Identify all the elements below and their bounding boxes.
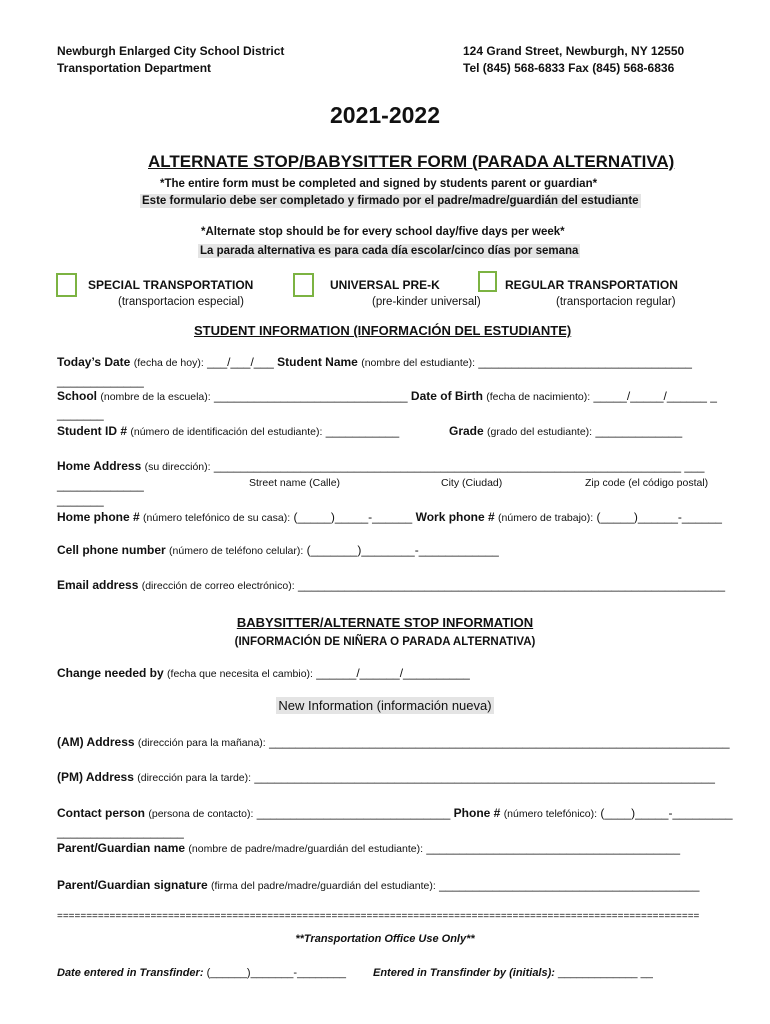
change-needed-sub: (fecha que necesita el cambio): bbox=[167, 668, 313, 680]
note-everyday-en: *Alternate stop should be for every school day/five days per week* bbox=[201, 226, 565, 238]
pm-address-sub: (dirección para la tarde): bbox=[137, 772, 252, 784]
am-address-field[interactable]: _____________________________________________________________________ bbox=[269, 735, 730, 749]
dob-label: Date of Birth bbox=[410, 389, 483, 403]
contact-sub: (persona de contacto): bbox=[148, 808, 254, 820]
contact-phone-sub: (número telefónico): bbox=[503, 808, 598, 820]
cell-label: Cell phone number bbox=[57, 543, 166, 557]
signature-field[interactable]: _______________________________________ bbox=[439, 878, 700, 892]
grade-sub: (grado del estudiante): bbox=[487, 426, 593, 438]
email-sub: (dirección de correo electrónico): bbox=[141, 580, 295, 592]
entered-by-field[interactable]: _____________ __ bbox=[558, 967, 653, 979]
regular-transportation-sub: (transportacion regular) bbox=[556, 296, 676, 308]
school-sub: (nombre de la escuela): bbox=[100, 391, 211, 403]
note-complete-en: *The entire form must be completed and signed by students parent or guardian* bbox=[160, 178, 598, 190]
grade-field[interactable]: _____________ bbox=[595, 424, 683, 438]
student-name-label: Student Name bbox=[277, 355, 358, 369]
babysitter-subheading: (INFORMACIÓN DE NIÑERA O PARADA ALTERNATIVA) bbox=[234, 636, 536, 648]
district-phone-fax: Tel (845) 568-6833 Fax (845) 568-6836 bbox=[463, 61, 675, 75]
district-name: Newburgh Enlarged City School District bbox=[57, 44, 285, 58]
am-address-sub: (dirección para la mañana): bbox=[137, 737, 266, 749]
guardian-name-row bbox=[57, 841, 680, 855]
new-info-heading: New Information (información nueva) bbox=[278, 698, 492, 713]
regular-transportation-checkbox[interactable] bbox=[478, 271, 497, 292]
home-address-label: Home Address bbox=[57, 459, 142, 473]
work-phone-label: Work phone # bbox=[415, 510, 495, 524]
dob-field[interactable]: _____/_____/______ _ bbox=[593, 389, 717, 403]
change-needed-field[interactable]: ______/______/__________ bbox=[316, 666, 470, 680]
note-everyday-es: La parada alternativa es para cada día escolar/cinco días por semana bbox=[200, 245, 579, 257]
phone-row bbox=[57, 510, 722, 524]
special-transportation-checkbox[interactable] bbox=[56, 273, 77, 297]
special-transportation-label: SPECIAL TRANSPORTATION bbox=[88, 278, 254, 292]
today-date-sub: (fecha de hoy): bbox=[133, 357, 204, 369]
note-complete-es: Este formulario debe ser completado y firmado por el padre/madre/guardián del estudiante bbox=[142, 195, 639, 207]
email-row bbox=[57, 578, 725, 592]
home-address-row bbox=[57, 459, 704, 473]
home-address-sub: (su dirección): bbox=[144, 461, 211, 473]
work-phone-field[interactable]: (_____)______-______ bbox=[596, 510, 722, 524]
signature-sub: (firma del padre/madre/guardián del estudiante): bbox=[211, 880, 436, 892]
student-id-sub: (número de identificación del estudiante): bbox=[130, 426, 323, 438]
contact-phone-field[interactable]: (____)_____-_________ bbox=[600, 806, 733, 820]
date-entered-field[interactable]: (______)_______-________ bbox=[206, 967, 347, 979]
am-address-label: (AM) Address bbox=[57, 735, 135, 749]
student-info-heading: STUDENT INFORMATION (INFORMACIÓN DEL ESTUDIANTE) bbox=[194, 323, 572, 338]
student-name-sub: (nombre del estudiante): bbox=[361, 357, 476, 369]
school-label: School bbox=[57, 389, 98, 403]
student-id-field[interactable]: ___________ bbox=[325, 424, 400, 438]
today-date-field[interactable]: ___/___/___ bbox=[207, 355, 274, 369]
signature-label: Parent/Guardian signature bbox=[57, 878, 208, 892]
school-continuation[interactable]: _______ bbox=[57, 407, 104, 421]
cell-sub: (número de teléfono celular): bbox=[169, 545, 304, 557]
home-address-field[interactable]: ______________________________________________________________________ ___ bbox=[213, 459, 705, 473]
change-needed-row bbox=[57, 666, 470, 680]
contact-row bbox=[57, 806, 733, 820]
department-name: Transportation Department bbox=[57, 61, 212, 75]
date-entered-row bbox=[57, 967, 346, 979]
office-separator: ============================================================================================================== bbox=[57, 911, 700, 922]
student-id-label: Student ID # bbox=[57, 424, 128, 438]
pm-address-row bbox=[57, 770, 715, 784]
am-address-row bbox=[57, 735, 730, 749]
form-title: ALTERNATE STOP/BABYSITTER FORM (PARADA ALTERNATIVA) bbox=[148, 152, 675, 171]
contact-continuation[interactable]: ___________________ bbox=[57, 825, 184, 839]
email-label: Email address bbox=[57, 578, 139, 592]
school-year: 2021-2022 bbox=[330, 102, 440, 128]
school-field[interactable]: _____________________________ bbox=[214, 389, 408, 403]
student-id-row bbox=[57, 424, 399, 438]
home-phone-field[interactable]: (_____)_____-______ bbox=[293, 510, 413, 524]
school-row bbox=[57, 389, 717, 403]
zip-caption: Zip code (el código postal) bbox=[585, 477, 709, 489]
babysitter-heading: BABYSITTER/ALTERNATE STOP INFORMATION bbox=[236, 615, 534, 630]
universal-prek-sub: (pre-kinder universal) bbox=[372, 296, 481, 308]
special-transportation-sub: (transportacion especial) bbox=[118, 296, 244, 308]
contact-label: Contact person bbox=[57, 806, 146, 820]
street-caption: Street name (Calle) bbox=[249, 477, 341, 489]
guardian-name-field[interactable]: ______________________________________ bbox=[426, 841, 680, 855]
entered-by-row bbox=[373, 967, 653, 979]
office-use-only: **Transportation Office Use Only** bbox=[295, 933, 475, 945]
change-needed-label: Change needed by bbox=[57, 666, 164, 680]
city-caption: City (Ciudad) bbox=[441, 477, 503, 489]
cell-field[interactable]: (_______)________-____________ bbox=[306, 543, 499, 557]
pm-address-field[interactable]: _____________________________________________________________________ bbox=[254, 770, 715, 784]
universal-prek-label: UNIVERSAL PRE-K bbox=[330, 278, 440, 292]
date-entered-label: Date entered in Transfinder: bbox=[57, 967, 204, 979]
student-name-continuation[interactable]: _____________ bbox=[57, 374, 144, 388]
home-phone-label: Home phone # bbox=[57, 510, 140, 524]
grade-label: Grade bbox=[449, 424, 484, 438]
entered-by-label: Entered in Transfinder by (initials): bbox=[373, 967, 555, 979]
email-field[interactable]: ________________________________________________________________ bbox=[297, 578, 726, 592]
grade-row bbox=[449, 424, 682, 438]
guardian-name-label: Parent/Guardian name bbox=[57, 841, 186, 855]
signature-row bbox=[57, 878, 699, 892]
dob-sub: (fecha de nacimiento): bbox=[486, 391, 591, 403]
home-address-continuation-2[interactable]: _______ bbox=[57, 493, 104, 507]
universal-prek-checkbox[interactable] bbox=[293, 273, 314, 297]
student-name-field[interactable]: ________________________________ bbox=[478, 355, 692, 369]
today-date-row bbox=[57, 355, 692, 369]
district-address: 124 Grand Street, Newburgh, NY 12550 bbox=[463, 44, 685, 58]
home-phone-sub: (número telefónico de su casa): bbox=[143, 512, 291, 524]
pm-address-label: (PM) Address bbox=[57, 770, 134, 784]
cell-row bbox=[57, 543, 499, 557]
contact-field[interactable]: _____________________________ bbox=[256, 806, 451, 820]
work-phone-sub: (número de trabajo): bbox=[498, 512, 594, 524]
contact-phone-label: Phone # bbox=[453, 806, 501, 820]
home-address-continuation[interactable]: _____________ bbox=[57, 478, 144, 492]
guardian-name-sub: (nombre de padre/madre/guardián del estudiante): bbox=[188, 843, 424, 855]
today-date-label: Today’s Date bbox=[57, 355, 131, 369]
regular-transportation-label: REGULAR TRANSPORTATION bbox=[505, 278, 678, 292]
